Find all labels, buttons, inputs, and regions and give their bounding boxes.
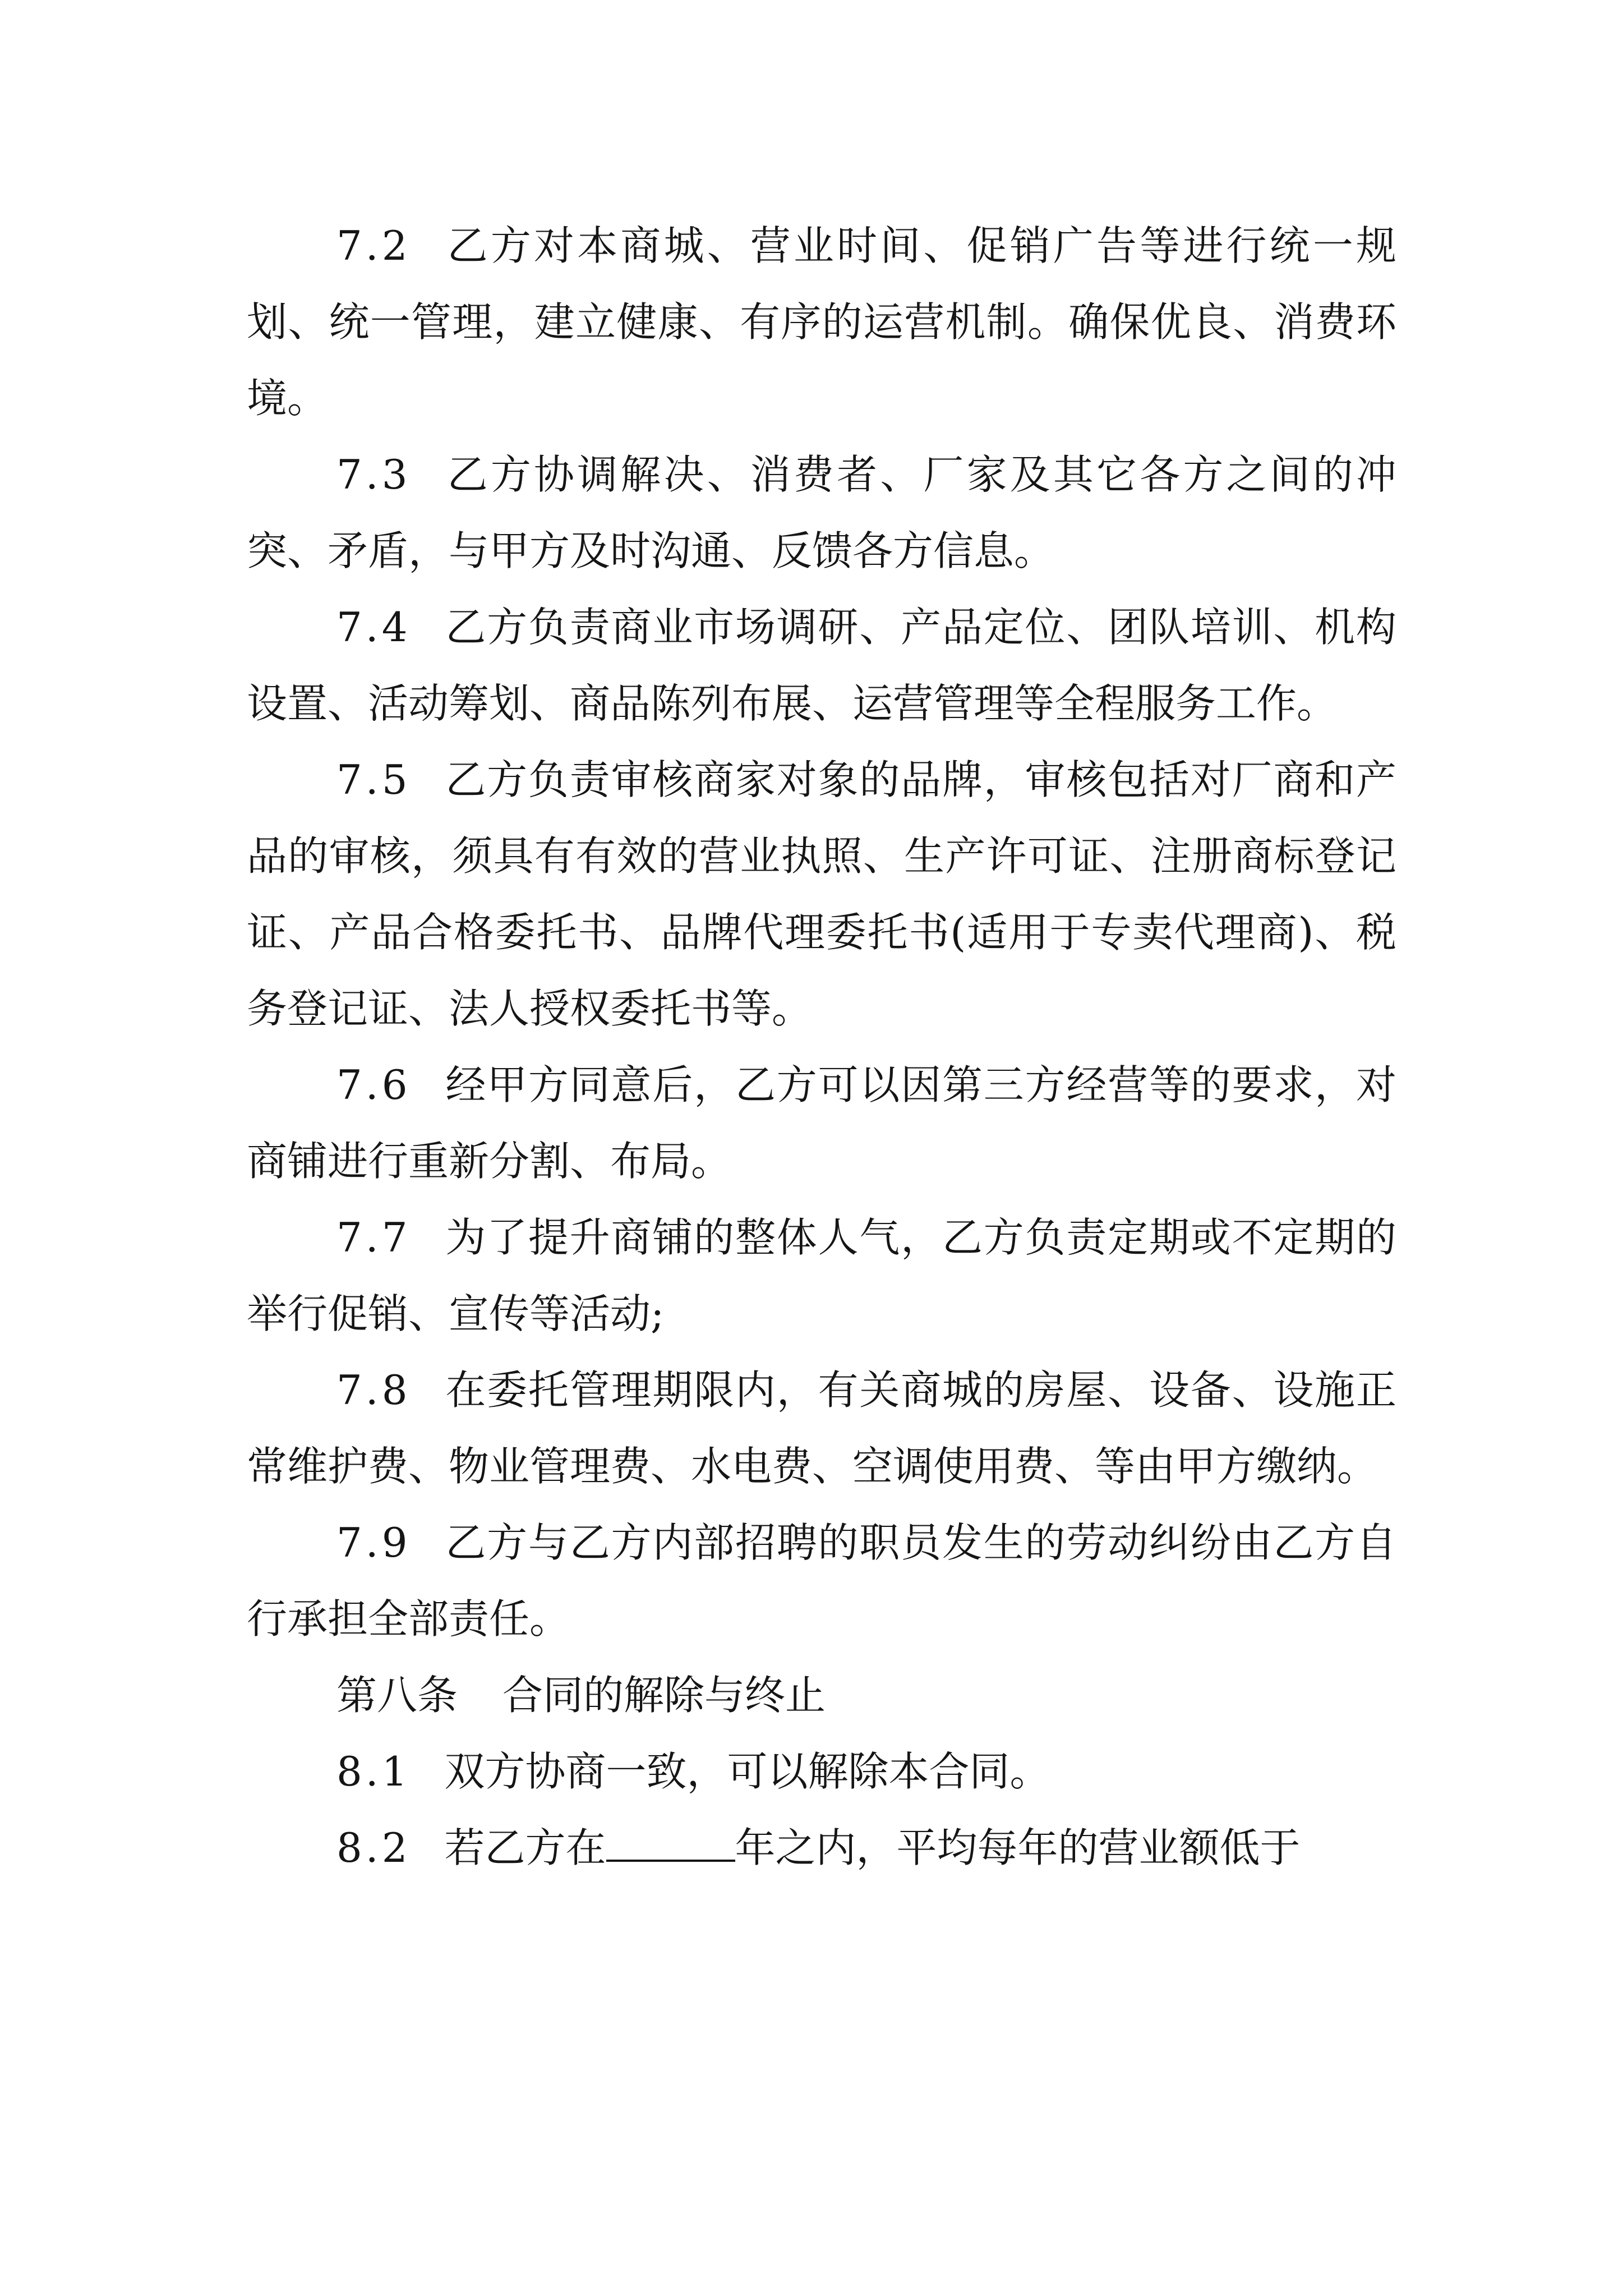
clause-text: 乙方与乙方内部招聘的职员发生的劳动纠纷由乙方自行承担全部责任。	[247, 1519, 1396, 1642]
fill-in-blank-years	[606, 1825, 735, 1862]
clause-number: 7.3	[336, 451, 411, 498]
clause-number: 8.1	[336, 1748, 411, 1795]
clause-number: 7.5	[336, 756, 411, 803]
clause-text: 双方协商一致，可以解除本合同。	[444, 1748, 1050, 1795]
clause-7-4	[247, 589, 1396, 742]
clause-7-7	[247, 1199, 1396, 1352]
clause-8-1	[247, 1733, 1396, 1810]
clause-8-2	[247, 1810, 1396, 1886]
document-body	[247, 208, 1396, 1886]
clause-text: 经甲方同意后，乙方可以因第三方经营等的要求，对商铺进行重新分割、布局。	[247, 1061, 1396, 1185]
clause-text: 在委托管理期限内，有关商城的房屋、设备、设施正常维护费、物业管理费、水电费、空调使用费、等由甲方缴纳。	[247, 1366, 1396, 1490]
article-8-heading	[247, 1657, 1396, 1733]
clause-text: 乙方协调解决、消费者、厂家及其它各方之间的冲突、矛盾，与甲方及时沟通、反馈各方信息。	[247, 451, 1396, 574]
clause-7-3	[247, 436, 1396, 589]
clause-number: 7.7	[336, 1214, 411, 1261]
clause-text-after-blank: 年之内，平均每年的营业额低于	[735, 1824, 1301, 1871]
article-title: 合同的解除与终止	[502, 1672, 826, 1719]
clause-number: 7.9	[336, 1519, 411, 1566]
clause-text: 乙方负责商业市场调研、产品定位、团队培训、机构设置、活动筹划、商品陈列布展、运营管理等全程服务工作。	[247, 604, 1396, 727]
clause-text: 乙方负责审核商家对象的品牌，审核包括对厂商和产品的审核，须具有有效的营业执照、生产许可证、注册商标登记证、产品合格委托书、品牌代理委托书(适用于专卖代理商)、税务登记证、法人授权委托书等。	[247, 756, 1396, 1032]
clause-number: 7.6	[336, 1061, 411, 1108]
clause-number: 8.2	[336, 1824, 411, 1871]
clause-number: 7.8	[336, 1366, 411, 1414]
clause-7-9	[247, 1504, 1396, 1657]
clause-text-before-blank: 若乙方在	[444, 1824, 606, 1871]
clause-text: 乙方对本商城、营业时间、促销广告等进行统一规划、统一管理，建立健康、有序的运营机制。确保优良、消费环境。	[247, 222, 1396, 422]
clause-text: 为了提升商铺的整体人气，乙方负责定期或不定期的举行促销、宣传等活动;	[247, 1214, 1396, 1337]
clause-7-2	[247, 208, 1396, 436]
clause-number: 7.4	[336, 604, 411, 651]
clause-7-8	[247, 1352, 1396, 1504]
clause-number: 7.2	[336, 222, 411, 269]
article-number: 第八条	[336, 1672, 458, 1719]
clause-7-6	[247, 1047, 1396, 1199]
clause-7-5	[247, 742, 1396, 1047]
